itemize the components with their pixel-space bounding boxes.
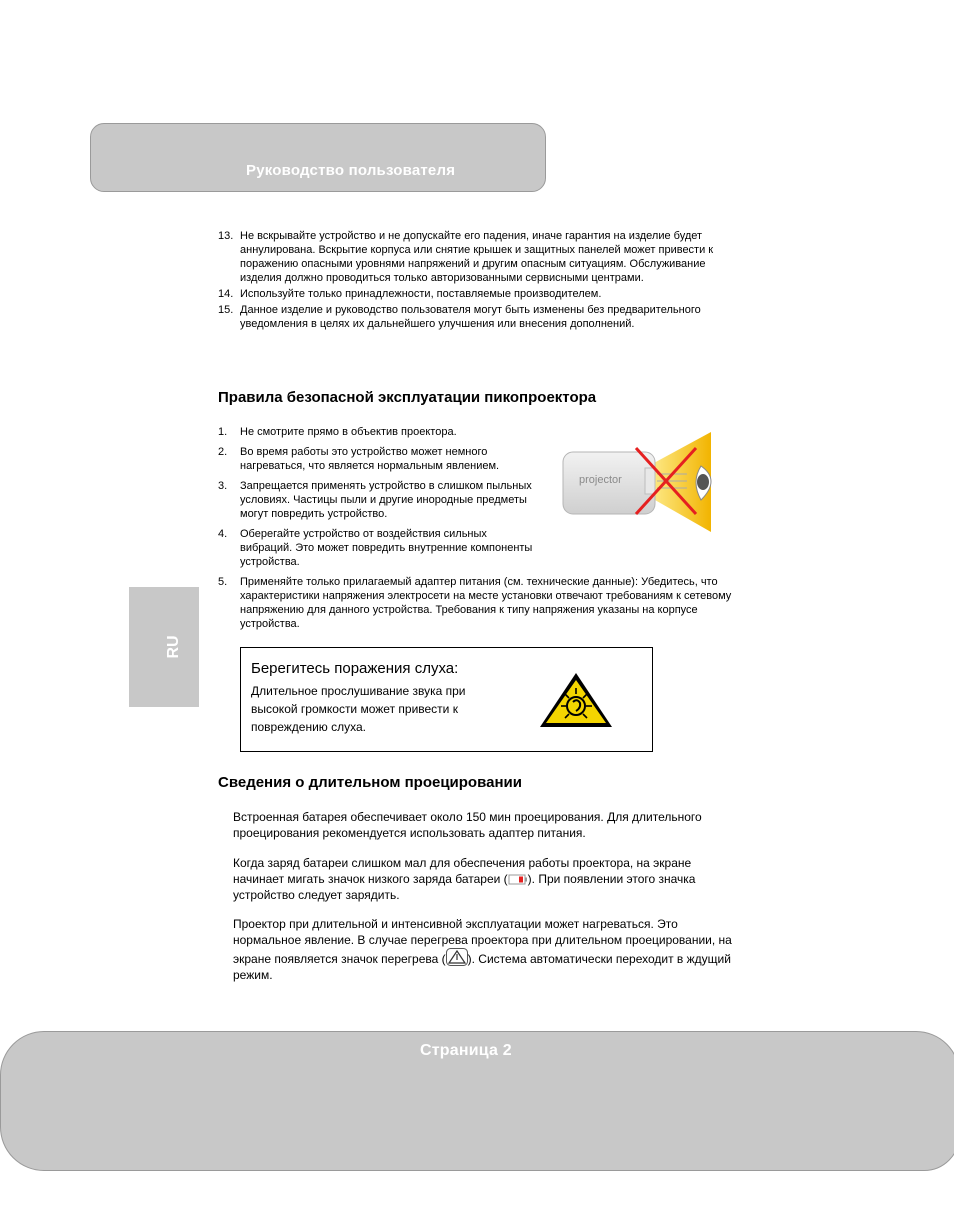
section-heading-safety: Правила безопасной эксплуатации пикопроектора [218,389,597,406]
overheat-text-end: ). Система автоматически переходит в ждущий режим. [233,952,731,982]
list-item-text: Оберегайте устройство от воздействия сильных вибраций. Это может повредить внутренние компоненты устройства. [240,528,533,568]
list-item-number: 5. [218,576,228,588]
overheat-text-start: Проектор при длительной и интенсивной эксплуатации может нагреваться. Это нормальное явление. В случае перегрева проектора при длительном проецировании, на экране появляется значок перегрева ( [233,917,732,966]
header-banner [90,123,546,192]
low-battery-text-end: ). При появлении этого значка устройство следует зарядить. [233,872,696,902]
list-item [218,287,738,301]
list-item [218,445,540,473]
list-item-number: 3. [218,480,228,492]
header-title: Руководство пользователя [246,162,456,179]
list-item-text: Данное изделие и руководство пользователя могут быть изменены без предварительного уведомления в целях их дальнейшего улучшения или внесения дополнений. [240,304,701,330]
paragraph-low-battery [233,855,733,903]
section-heading-long-projection: Сведения о длительном проецировании [218,774,522,791]
hearing-damage-warning-icon [537,670,615,730]
list-item [218,303,738,331]
list-item-text: Не вскрывайте устройство и не допускайте его падения, иначе гарантия на изделие будет аннулирована. Вскрытие корпуса или снятие крышек и защитных панелей может привести к поражению опасными уровнями напряжений и другим опасным ситуациям. Обслуживание изделия должно проводиться только авторизованными сервисными центрами. [240,230,714,284]
warning-title: Берегитесь поражения слуха: [251,660,459,677]
list-item-number: 1. [218,426,228,438]
list-item [218,229,738,285]
list-item [218,575,743,631]
page-number: Страница 2 [420,1042,512,1059]
list-item-text: Не смотрите прямо в объектив проектора. [240,426,457,438]
instructions-list [218,229,738,333]
language-tab-label: RU [165,635,182,659]
list-item-text: Запрещается применять устройство в слишком пыльных условиях. Частицы пыли и другие инородные предметы могут повредить устройство. [240,480,532,520]
list-item-number: 14. [218,288,234,300]
paragraph-overheat [233,916,733,983]
list-item-text: Во время работы это устройство может немного нагреваться, что является нормальным явлением. [240,446,500,472]
list-item [218,479,540,521]
warning-text: Длительное прослушивание звука при высокой громкости может привести к повреждению слуха. [251,684,466,734]
overheat-icon [446,948,468,966]
list-item-text: Применяйте только прилагаемый адаптер питания (см. технические данные): Убедитесь, что характеристики напряжения электросети на месте установки отвечают требованиям к сетевому напряжению для данного устройства. Требования к типу напряжения указаны на корпусе устройства. [240,576,732,630]
list-item-text: Используйте только принадлежности, поставляемые производителем. [240,288,602,300]
projector-label: projector [579,474,622,486]
paragraph-battery: Встроенная батарея обеспечивает около 150 мин проецирования. Для длительного проецирования рекомендуется использовать адаптер питания. [233,810,702,840]
low-battery-text-start: Когда заряд батареи слишком мал для обеспечения работы проектора, на экране начинает мигать значок низкого заряда батареи ( [233,856,692,886]
projector-eye-warning-illustration [561,430,731,534]
language-tab [129,587,199,707]
list-item-number: 13. [218,230,234,242]
hearing-warning-box [240,647,653,752]
list-item-number: 2. [218,446,228,458]
list-item-number: 15. [218,304,234,316]
list-item-number: 4. [218,528,228,540]
low-battery-icon [508,873,528,886]
